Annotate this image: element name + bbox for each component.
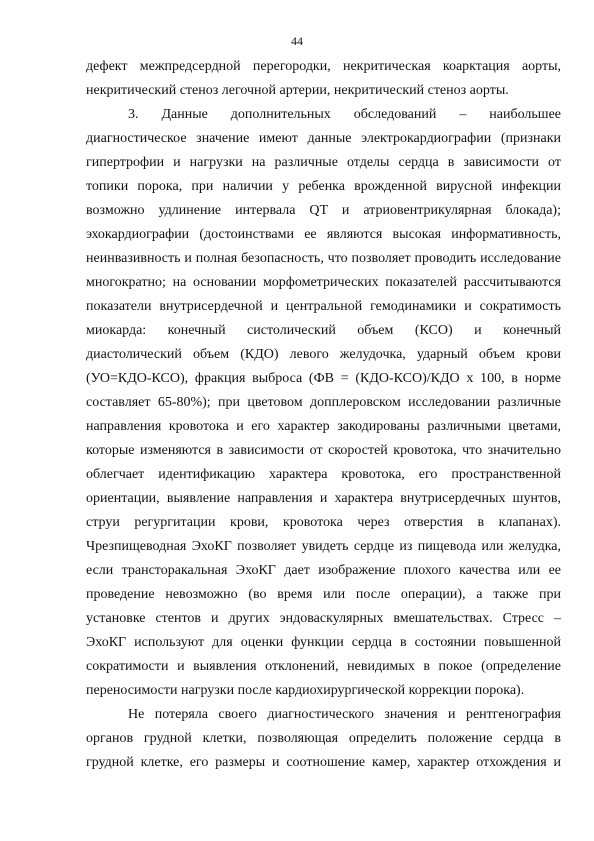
text-line: дефект межпредсердной перегородки, некритическая коарктация аорты, [86, 59, 561, 74]
text-line: возможно удлинение интервала QT и атриовентрикулярная блокада); [86, 203, 561, 218]
page-number: 44 [291, 34, 303, 48]
text-line: миокарда: конечный систолический объем (КСО) и конечный [86, 323, 561, 338]
text-line: гипертрофии и нагрузки на различные отделы сердца в зависимости от [86, 155, 561, 170]
text-line: ориентации, выявление направления и характера внутрисердечных шунтов, [86, 491, 561, 506]
text-line: которые изменяются в зависимости от скоростей кровотока, что значительно [86, 443, 561, 458]
text-line: Не потеряла своего диагностического значения и рентгенография [128, 707, 561, 722]
text-line: некритический стеноз легочной артерии, некритический стеноз аорты. [86, 83, 509, 98]
text-line: облегчает идентификацию характера кровотока, его пространственной [86, 467, 561, 482]
text-line: составляет 65-80%); при цветовом допплеровском исследовании различные [86, 395, 561, 410]
text-line: эхокардиографии (достоинствами ее являются высокая информативность, [86, 227, 561, 242]
text-line: диагностическое значение имеют данные электрокардиографии (признаки [86, 131, 561, 146]
text-line: (УО=КДО-КСО), фракция выброса (ФВ = (КДО-КСО)/КДО х 100, в норме [86, 371, 561, 386]
text-line: переносимости нагрузки после кардиохирургической коррекции порока). [86, 683, 525, 698]
text-line: ЭхоКГ используют для оценки функции сердца в состоянии повышенной [86, 635, 561, 650]
text-line: струи регургитации крови, кровотока через отверстия в клапанах). [86, 515, 561, 530]
text-line: сократимости и выявления отклонений, невидимых в покое (определение [86, 659, 561, 674]
text-line: 3. Данные дополнительных обследований – наибольшее [128, 107, 561, 122]
text-line: органов грудной клетки, позволяющая определить положение сердца в [86, 731, 561, 746]
text-line: многократно; на основании морфометрических показателей рассчитываются [86, 275, 561, 290]
text-line: если трансторакальная ЭхоКГ дает изображение плохого качества или ее [86, 563, 561, 578]
text-line: установке стентов и других эндоваскулярных вмешательствах. Стресс – [86, 611, 561, 626]
body-text [86, 55, 561, 775]
text-line: направления кровотока и его характер закодированы различными цветами, [86, 419, 561, 434]
text-line: неинвазивность и полная безопасность, что позволяет проводить исследование [86, 251, 561, 266]
text-line: топики порока, при наличии у ребенка врожденной вирусной инфекции [86, 179, 561, 194]
text-line: Чрезпищеводная ЭхоКГ позволяет увидеть сердце из пищевода или желудка, [86, 539, 561, 554]
text-line: показатели внутрисердечной и центральной гемодинамики и сократимость [86, 299, 561, 314]
text-line: грудной клетке, его размеры и соотношение камер, характер отхождения и [86, 755, 561, 770]
text-line: диастолический объем (КДО) левого желудочка, ударный объем крови [86, 347, 561, 362]
text-line: проведение невозможно (во время или после операции), а также при [86, 587, 561, 602]
